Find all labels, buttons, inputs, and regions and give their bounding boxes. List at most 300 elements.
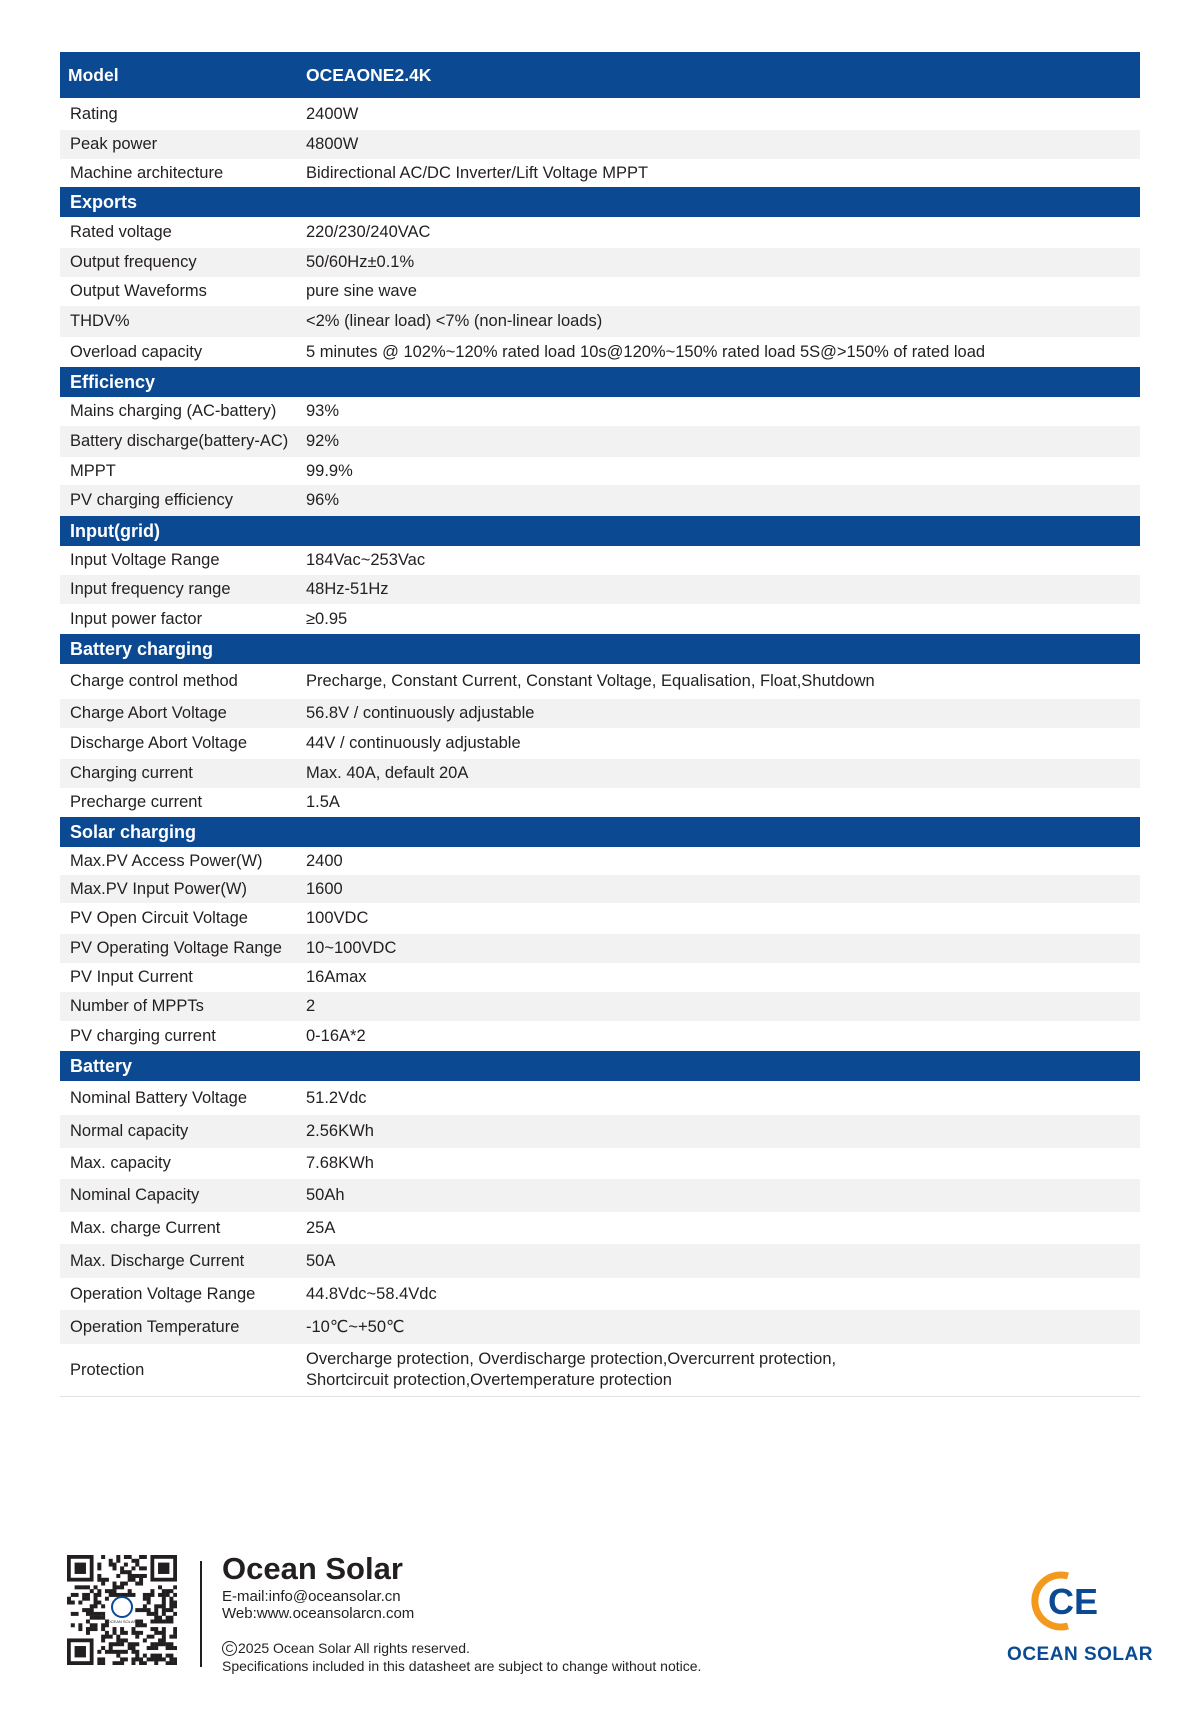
spec-row	[60, 875, 1140, 903]
qr-module	[139, 1619, 143, 1623]
qr-module	[124, 1631, 128, 1635]
qr-module	[162, 1612, 166, 1616]
qr-module	[101, 1612, 105, 1616]
spec-row	[60, 248, 1140, 277]
spec-table	[60, 52, 1140, 1397]
qr-module	[116, 1642, 120, 1646]
qr-module	[131, 1593, 135, 1597]
spec-row	[60, 98, 1140, 130]
qr-module	[120, 1585, 124, 1589]
qr-module	[97, 1593, 101, 1597]
spec-value: 44V / continuously adjustable	[306, 734, 521, 752]
section-header	[60, 187, 1140, 217]
qr-module	[166, 1608, 170, 1612]
spec-value: Precharge, Constant Current, Constant Voltage, Equalisation, Float,Shutdown	[306, 672, 875, 690]
section-title: Exports	[70, 191, 138, 212]
spec-label: Discharge Abort Voltage	[70, 734, 248, 752]
qr-module	[131, 1559, 135, 1563]
qr-module	[150, 1646, 154, 1650]
qr-module	[113, 1627, 117, 1631]
qr-module	[109, 1593, 113, 1597]
qr-module	[78, 1585, 82, 1589]
qr-module	[116, 1585, 120, 1589]
qr-module	[173, 1661, 177, 1665]
qr-module	[154, 1661, 158, 1665]
qr-module	[135, 1563, 139, 1567]
qr-module	[90, 1589, 94, 1593]
spec-label: Input power factor	[70, 609, 203, 628]
qr-module	[82, 1608, 86, 1612]
qr-module	[116, 1555, 120, 1559]
spec-row	[60, 728, 1140, 759]
qr-module	[162, 1604, 166, 1608]
qr-module	[86, 1608, 90, 1612]
qr-module	[86, 1612, 90, 1616]
copyright-icon: C	[222, 1641, 237, 1656]
spec-value: 56.8V / continuously adjustable	[306, 704, 535, 722]
qr-module	[158, 1654, 162, 1658]
qr-module	[135, 1559, 139, 1563]
qr-module	[120, 1661, 124, 1665]
qr-module	[131, 1650, 135, 1654]
spec-row	[60, 664, 1140, 699]
spec-row	[60, 397, 1140, 426]
qr-module	[120, 1570, 124, 1574]
qr-module	[71, 1593, 75, 1597]
qr-module	[82, 1597, 86, 1601]
section-title: Input(grid)	[70, 520, 160, 541]
qr-code-icon	[67, 1555, 177, 1665]
spec-value: 10~100VDC	[306, 939, 397, 957]
qr-module	[120, 1638, 124, 1642]
section-header	[60, 367, 1140, 397]
qr-module	[173, 1631, 177, 1635]
spec-row	[60, 426, 1140, 457]
qr-module	[158, 1616, 162, 1620]
qr-module	[173, 1585, 177, 1589]
qr-module	[113, 1661, 117, 1665]
spec-row	[60, 1278, 1140, 1310]
spec-value: 99.9%	[306, 461, 353, 480]
spec-value: 50Ah	[306, 1186, 345, 1204]
spec-label: Max. capacity	[70, 1154, 171, 1172]
qr-module	[147, 1601, 151, 1605]
spec-label: Max. charge Current	[70, 1218, 221, 1237]
qr-module	[154, 1608, 158, 1612]
qr-module	[154, 1646, 158, 1650]
spec-row	[60, 759, 1140, 788]
qr-module	[128, 1593, 132, 1597]
qr-module	[71, 1623, 75, 1627]
qr-module	[147, 1657, 151, 1661]
qr-module	[135, 1650, 139, 1654]
spec-row	[60, 217, 1140, 248]
spec-row	[60, 546, 1140, 575]
qr-module	[135, 1582, 139, 1586]
qr-module	[124, 1570, 128, 1574]
qr-module	[143, 1593, 147, 1597]
qr-module	[113, 1650, 117, 1654]
qr-module	[124, 1650, 128, 1654]
qr-module	[97, 1661, 101, 1665]
section-header	[60, 817, 1140, 847]
qr-module	[154, 1657, 158, 1661]
qr-module	[147, 1593, 151, 1597]
qr-module	[109, 1589, 113, 1593]
qr-module	[154, 1616, 158, 1620]
qr-module	[169, 1635, 173, 1639]
qr-module	[101, 1646, 105, 1650]
qr-module	[162, 1589, 166, 1593]
qr-module	[166, 1593, 170, 1597]
qr-module	[169, 1661, 173, 1665]
qr-module	[150, 1642, 154, 1646]
spec-label: PV charging current	[70, 1026, 216, 1045]
qr-module	[109, 1563, 113, 1567]
qr-module	[131, 1631, 135, 1635]
qr-module	[97, 1589, 101, 1593]
spec-label: Peak power	[70, 135, 158, 153]
spec-label: Rated voltage	[70, 223, 172, 241]
qr-module	[120, 1566, 124, 1570]
qr-module	[139, 1657, 143, 1661]
qr-module	[166, 1616, 170, 1620]
qr-module	[173, 1593, 177, 1597]
qr-module	[143, 1604, 147, 1608]
qr-module	[124, 1638, 128, 1642]
qr-module	[166, 1589, 170, 1593]
qr-module	[143, 1623, 147, 1627]
qr-module	[150, 1654, 154, 1658]
spec-row	[60, 1244, 1140, 1278]
qr-module	[143, 1555, 147, 1559]
qr-module	[124, 1657, 128, 1661]
qr-module	[128, 1570, 132, 1574]
qr-module	[173, 1604, 177, 1608]
qr-module	[135, 1631, 139, 1635]
spec-row	[60, 1179, 1140, 1212]
qr-module	[94, 1604, 98, 1608]
qr-module	[90, 1612, 94, 1616]
qr-module	[78, 1601, 82, 1605]
qr-module	[101, 1578, 105, 1582]
qr-module	[154, 1627, 158, 1631]
spec-row	[60, 963, 1140, 992]
qr-module	[162, 1619, 166, 1623]
qr-module	[86, 1619, 90, 1623]
qr-module	[139, 1555, 143, 1559]
spec-row	[60, 1148, 1140, 1179]
spec-value: 48Hz-51Hz	[306, 580, 389, 598]
qr-module	[143, 1597, 147, 1601]
qr-module	[139, 1578, 143, 1582]
qr-module	[139, 1608, 143, 1612]
qr-module	[94, 1616, 98, 1620]
qr-module	[90, 1608, 94, 1612]
qr-module	[105, 1578, 109, 1582]
qr-module	[158, 1585, 162, 1589]
qr-module	[71, 1601, 75, 1605]
qr-module	[147, 1608, 151, 1612]
table-end-line	[60, 1396, 1140, 1397]
qr-module	[173, 1627, 177, 1631]
spec-value: 1.5A	[306, 793, 340, 811]
qr-module	[116, 1638, 120, 1642]
qr-module	[116, 1650, 120, 1654]
qr-module	[105, 1589, 109, 1593]
qr-module	[131, 1646, 135, 1650]
qr-module	[162, 1642, 166, 1646]
spec-value-line: Shortcircuit protection,Overtemperature protection	[306, 1371, 672, 1389]
qr-module	[162, 1597, 166, 1601]
qr-module	[162, 1601, 166, 1605]
qr-finder-core	[158, 1563, 169, 1574]
qr-module	[173, 1635, 177, 1639]
header-label: Model	[68, 64, 119, 85]
qr-module	[150, 1612, 154, 1616]
spec-value: 50A	[306, 1251, 336, 1270]
spec-row	[60, 485, 1140, 516]
qr-module	[97, 1612, 101, 1616]
qr-module	[82, 1585, 86, 1589]
company-name: Ocean Solar	[222, 1551, 403, 1586]
spec-label: PV charging efficiency	[70, 491, 233, 509]
spec-row	[60, 992, 1140, 1021]
spec-label: Overload capacity	[70, 342, 203, 361]
spec-label: Input Voltage Range	[70, 551, 220, 569]
spec-value: 100VDC	[306, 909, 369, 927]
spec-label: PV Open Circuit Voltage	[70, 909, 248, 927]
spec-value: 4800W	[306, 135, 359, 153]
spec-label: Normal capacity	[70, 1122, 189, 1140]
spec-value	[306, 1349, 1140, 1391]
qr-module	[116, 1574, 120, 1578]
spec-value: ≥0.95	[306, 609, 348, 628]
qr-module	[162, 1638, 166, 1642]
qr-module	[101, 1616, 105, 1620]
qr-module	[109, 1559, 113, 1563]
qr-module	[139, 1661, 143, 1665]
qr-module	[135, 1642, 139, 1646]
qr-module	[90, 1616, 94, 1620]
qr-module	[128, 1646, 132, 1650]
logo-wordmark: OCEAN SOLAR	[1007, 1644, 1153, 1665]
qr-module	[135, 1608, 139, 1612]
qr-module	[94, 1593, 98, 1597]
qr-module	[150, 1635, 154, 1639]
spec-value: 0-16A*2	[306, 1026, 366, 1045]
qr-module	[94, 1627, 98, 1631]
spec-row	[60, 934, 1140, 963]
qr-module	[166, 1619, 170, 1623]
qr-module	[101, 1627, 105, 1631]
qr-module	[113, 1585, 117, 1589]
qr-module	[120, 1582, 124, 1586]
qr-module	[101, 1623, 105, 1627]
qr-module	[135, 1635, 139, 1639]
spec-value: 50/60Hz±0.1%	[306, 253, 415, 271]
spec-label: Charging current	[70, 764, 193, 782]
spec-row	[60, 337, 1140, 367]
header-model-value: OCEAONE2.4K	[306, 64, 432, 85]
qr-module	[101, 1604, 105, 1608]
qr-module	[105, 1597, 109, 1601]
spec-row	[60, 788, 1140, 817]
qr-module	[124, 1555, 128, 1559]
spec-value: -10℃~+50℃	[306, 1318, 405, 1336]
copyright-text: 2025 Ocean Solar All rights reserved.	[238, 1640, 470, 1656]
spec-value: 2400W	[306, 104, 359, 123]
spec-label: Output frequency	[70, 253, 197, 271]
qr-module	[135, 1654, 139, 1658]
copyright-line	[222, 1640, 470, 1656]
qr-module	[131, 1574, 135, 1578]
spec-label: Protection	[70, 1360, 145, 1379]
qr-module	[86, 1597, 90, 1601]
qr-module	[128, 1555, 132, 1559]
qr-module	[169, 1654, 173, 1658]
spec-label: Operation Voltage Range	[70, 1284, 256, 1303]
qr-module	[113, 1589, 117, 1593]
qr-module	[128, 1642, 132, 1646]
spec-value: 2400	[306, 851, 343, 870]
spec-value: 220/230/240VAC	[306, 223, 431, 241]
qr-module	[86, 1631, 90, 1635]
contact-email: E-mail:info@oceansolar.cn	[222, 1588, 401, 1605]
qr-module	[131, 1642, 135, 1646]
qr-module	[150, 1619, 154, 1623]
qr-module	[109, 1642, 113, 1646]
spec-label: Input frequency range	[70, 580, 231, 598]
qr-module	[143, 1638, 147, 1642]
qr-module	[86, 1585, 90, 1589]
qr-module	[113, 1593, 117, 1597]
disclaimer-notice: Specifications included in this datasheet are subject to change without notice.	[222, 1658, 702, 1674]
footer-divider	[200, 1561, 202, 1667]
qr-module	[131, 1627, 135, 1631]
qr-module	[101, 1638, 105, 1642]
qr-module	[135, 1657, 139, 1661]
qr-module	[154, 1612, 158, 1616]
qr-module	[135, 1574, 139, 1578]
qr-module	[143, 1574, 147, 1578]
spec-label: PV Input Current	[70, 968, 193, 986]
spec-label: PV Operating Voltage Range	[70, 939, 282, 957]
qr-module	[158, 1638, 162, 1642]
qr-module	[169, 1616, 173, 1620]
qr-module	[169, 1646, 173, 1650]
qr-module	[113, 1563, 117, 1567]
qr-module	[147, 1612, 151, 1616]
qr-module	[131, 1661, 135, 1665]
qr-module	[120, 1631, 124, 1635]
qr-center-logo	[112, 1597, 132, 1617]
qr-module	[143, 1566, 147, 1570]
qr-module	[71, 1612, 75, 1616]
section-header	[60, 1051, 1140, 1081]
qr-module	[82, 1593, 86, 1597]
qr-module	[101, 1582, 105, 1586]
qr-module	[90, 1627, 94, 1631]
qr-module	[150, 1627, 154, 1631]
spec-value: 5 minutes @ 102%~120% rated load 10s@120%~150% rated load 5S@>150% of rated load	[306, 342, 986, 361]
qr-module	[162, 1608, 166, 1612]
spec-value: pure sine wave	[306, 282, 417, 300]
qr-module	[128, 1578, 132, 1582]
qr-module	[67, 1597, 71, 1601]
qr-module	[162, 1627, 166, 1631]
qr-module	[169, 1608, 173, 1612]
spec-row	[60, 1344, 1140, 1396]
qr-module	[75, 1593, 79, 1597]
spec-row	[60, 1081, 1140, 1115]
spec-label: Output Waveforms	[70, 282, 207, 300]
qr-module	[147, 1635, 151, 1639]
qr-module	[97, 1574, 101, 1578]
spec-label: Machine architecture	[70, 163, 224, 182]
qr-module	[97, 1578, 101, 1582]
qr-module	[128, 1589, 132, 1593]
qr-center-label: OCEAN SOLAR	[107, 1619, 137, 1624]
qr-module	[113, 1631, 117, 1635]
qr-module	[97, 1657, 101, 1661]
qr-module	[169, 1601, 173, 1605]
spec-label: Rating	[70, 104, 118, 123]
qr-module	[116, 1559, 120, 1563]
qr-module	[97, 1563, 101, 1567]
spec-row	[60, 699, 1140, 728]
spec-label: Charge Abort Voltage	[70, 704, 227, 722]
spec-row	[60, 903, 1140, 934]
qr-module	[94, 1597, 98, 1601]
qr-module	[147, 1646, 151, 1650]
spec-row	[60, 1212, 1140, 1244]
qr-module	[162, 1631, 166, 1635]
qr-module	[143, 1608, 147, 1612]
section-header	[60, 516, 1140, 546]
qr-module	[173, 1612, 177, 1616]
qr-module	[131, 1578, 135, 1582]
qr-module	[90, 1604, 94, 1608]
spec-row	[60, 159, 1140, 187]
qr-module	[116, 1661, 120, 1665]
spec-value-line: Overcharge protection, Overdischarge protection,Overcurrent protection,	[306, 1350, 837, 1368]
qr-module	[67, 1601, 71, 1605]
qr-module	[139, 1582, 143, 1586]
spec-label: THDV%	[70, 312, 130, 330]
qr-module	[113, 1642, 117, 1646]
qr-module	[109, 1650, 113, 1654]
qr-finder-core	[75, 1563, 86, 1574]
qr-module	[120, 1657, 124, 1661]
qr-module	[166, 1654, 170, 1658]
qr-module	[154, 1654, 158, 1658]
spec-value: Max. 40A, default 20A	[306, 764, 469, 782]
spec-row	[60, 277, 1140, 306]
spec-value: 96%	[306, 491, 340, 509]
logo-letters: CE	[1048, 1581, 1099, 1622]
spec-label: Battery discharge(battery-AC)	[70, 432, 289, 450]
qr-module	[116, 1654, 120, 1658]
spec-value: 2	[306, 997, 316, 1015]
spec-value: 51.2Vdc	[306, 1088, 367, 1107]
qr-module	[173, 1601, 177, 1605]
qr-module	[143, 1661, 147, 1665]
qr-module	[169, 1657, 173, 1661]
qr-module	[113, 1566, 117, 1570]
qr-finder-core	[75, 1646, 86, 1657]
qr-module	[124, 1582, 128, 1586]
